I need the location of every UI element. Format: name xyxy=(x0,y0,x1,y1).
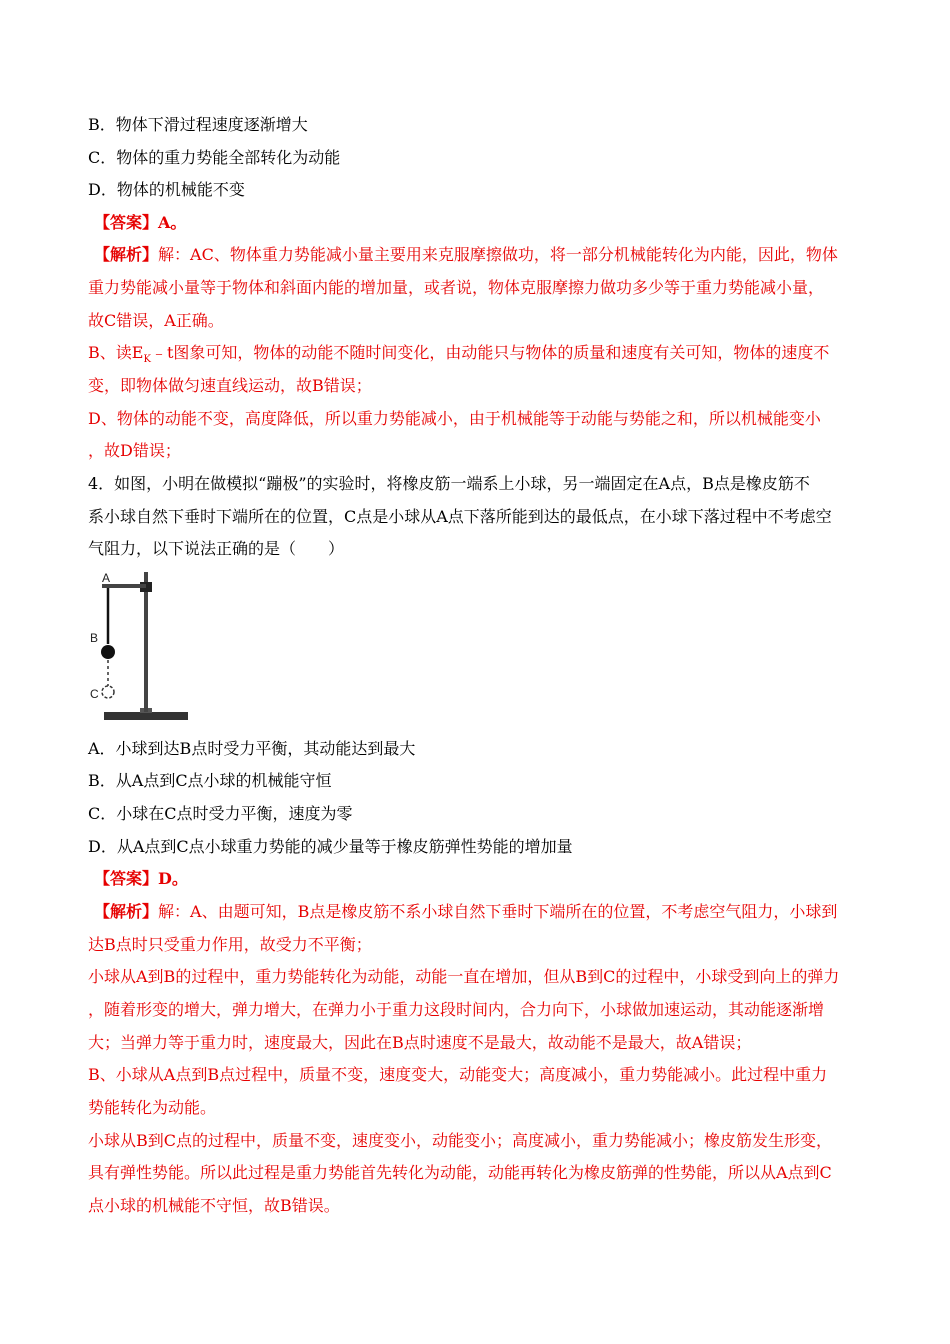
q4-analysis-line-1 xyxy=(94,901,837,923)
q4-stem-line-2: 系小球自然下垂时下端所在的位置，C点是小球从A点下落所能到达的最低点，在小球下落过程中不考虑空 xyxy=(88,507,832,526)
q3-analysis-line-1 xyxy=(94,244,838,266)
q4-analysis-line-9: 具有弹性势能。所以此过程是重力势能首先转化为动能，动能再转化为橡皮筋弹的性势能，所以从A点到C xyxy=(88,1163,832,1182)
q3-analysis-line-7: ，故D错误； xyxy=(88,441,181,460)
q3-analysis-line-5: 变，即物体做匀速直线运动，故B错误； xyxy=(88,376,372,395)
q4-option-c: C．小球在C点时受力平衡，速度为零 xyxy=(88,804,353,823)
q4-analysis-line-3: 小球从A到B的过程中，重力势能转化为动能，动能一直在增加，但从B到C的过程中，小球受到向上的弹力 xyxy=(88,967,840,986)
q4-analysis-line-2: 达B点时只受重力作用，故受力不平衡； xyxy=(88,935,372,954)
q4-option-a: A．小球到达B点时受力平衡，其动能达到最大 xyxy=(88,739,416,758)
q4-analysis-line-8: 小球从B到C点的过程中，质量不变，速度变小，动能变小；高度减小，重力势能减小；橡皮筋发生形变， xyxy=(88,1131,833,1150)
label-c: C xyxy=(90,687,99,701)
q4-option-d: D．从A点到C点小球重力势能的减少量等于橡皮筋弹性势能的增加量 xyxy=(88,837,573,856)
q4-answer: 【答案】D。 xyxy=(94,869,188,888)
analysis-tag: 【解析】 xyxy=(94,902,159,921)
analysis-text: 解：A、由题可知，B点是橡皮筋不系小球自然下垂时下端所在的位置，不考虑空气阻力，小球到 xyxy=(158,902,838,921)
q3-option-b: B．物体下滑过程速度逐渐增大 xyxy=(88,115,308,134)
q3-answer: 【答案】A。 xyxy=(94,213,187,232)
q4-analysis-line-10: 点小球的机械能不守恒，故B错误。 xyxy=(88,1196,340,1215)
label-b: B xyxy=(90,631,99,645)
ek-subscript: K xyxy=(143,354,151,366)
ball xyxy=(101,645,115,659)
q4-option-b: B．从A点到C点小球的机械能守恒 xyxy=(88,771,332,790)
q3-analysis-line-4 xyxy=(88,342,829,371)
q3-option-d: D．物体的机械能不变 xyxy=(88,180,245,199)
analysis-tag: 【解析】 xyxy=(94,245,159,264)
analysis-text: 解：AC、物体重力势能减小量主要用来克服摩擦做功，将一部分机械能转化为内能，因此，物体 xyxy=(158,245,838,264)
q4-analysis-line-5: 大；当弹力等于重力时，速度最大，因此在B点时速度不是最大，故动能不是最大，故A错误； xyxy=(88,1033,752,1052)
q4-analysis-line-4: ，随着形变的增大，弹力增大，在弹力小于重力这段时间内，合力向下，小球做加速运动，其动能逐渐增 xyxy=(88,1000,825,1019)
q3-analysis-line-3: 故C错误，A正确。 xyxy=(88,311,224,330)
stand-base xyxy=(104,712,188,720)
ball-lowest-position xyxy=(102,686,114,698)
label-a: A xyxy=(102,571,111,585)
b-prefix: B、读E xyxy=(88,343,144,362)
q4-analysis-line-7: 势能转化为动能。 xyxy=(88,1098,217,1117)
q3-analysis-line-2: 重力势能减小量等于物体和斜面内能的增加量，或者说，物体克服摩擦力做功多少等于重力势能减小量， xyxy=(88,278,825,297)
b-rest: ﹣t图象可知，物体的动能不随时间变化，由动能只与物体的质量和速度有关可知，物体的速度不 xyxy=(150,343,830,362)
stand-rod xyxy=(144,572,148,712)
q4-stem-line-1: 4．如图，小明在做模拟“蹦极”的实验时，将橡皮筋一端系上小球，另一端固定在A点，B点是橡皮筋不 xyxy=(88,474,810,493)
q4-stem-line-3: 气阻力，以下说法正确的是（ ） xyxy=(88,539,345,558)
q3-option-c: C．物体的重力势能全部转化为动能 xyxy=(88,148,341,167)
q3-analysis-line-6: D、物体的动能不变，高度降低，所以重力势能减小，由于机械能等于动能与势能之和，所以机械能变小 xyxy=(88,409,821,428)
q4-analysis-line-6: B、小球从A点到B点过程中，质量不变，速度变大，动能变大；高度减小，重力势能减小。此过程中重力 xyxy=(88,1065,828,1084)
bungee-experiment-figure xyxy=(84,568,194,728)
